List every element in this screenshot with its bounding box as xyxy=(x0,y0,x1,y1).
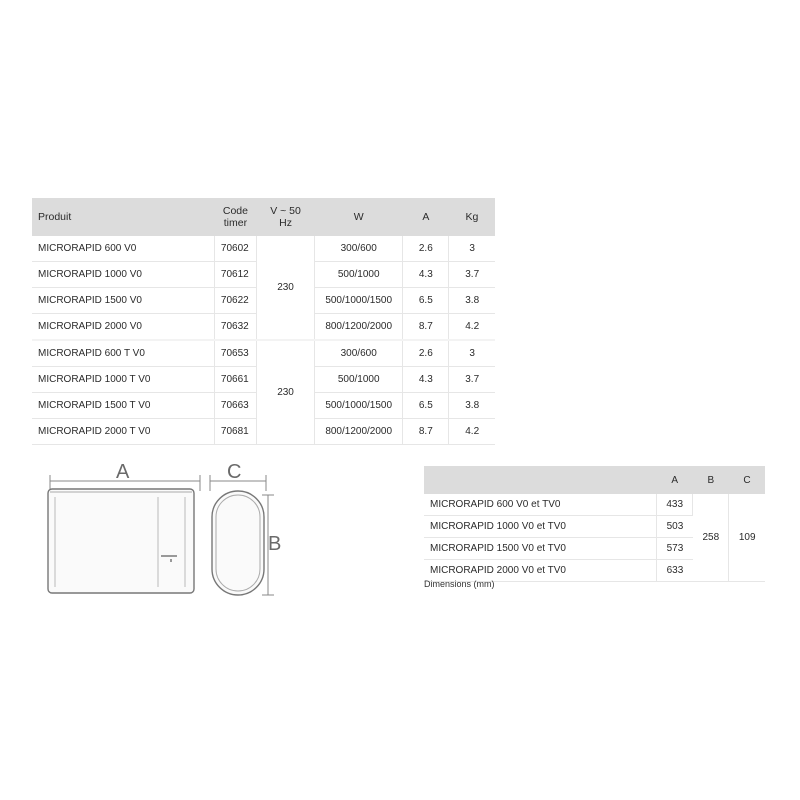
header-produit: Produit xyxy=(32,198,214,236)
cell-kg: 4.2 xyxy=(449,314,495,341)
spec-header-row xyxy=(32,198,495,236)
cell-w: 300/600 xyxy=(315,340,403,367)
cell-produit: MICRORAPID 600 V0 xyxy=(32,236,214,262)
dim-cell-a: 573 xyxy=(657,538,693,560)
cell-a: 4.3 xyxy=(403,367,449,393)
cell-a: 8.7 xyxy=(403,314,449,341)
cell-code: 70661 xyxy=(214,367,256,393)
label-c: C xyxy=(227,461,242,483)
cell-produit: MICRORAPID 2000 T V0 xyxy=(32,419,214,445)
heater-side-body xyxy=(212,491,264,595)
dim-header-row xyxy=(424,466,765,494)
cell-voltage: 230 xyxy=(256,340,314,445)
cell-produit: MICRORAPID 1500 T V0 xyxy=(32,393,214,419)
cell-produit: MICRORAPID 1500 V0 xyxy=(32,288,214,314)
cell-produit: MICRORAPID 1000 V0 xyxy=(32,262,214,288)
cell-kg: 3.8 xyxy=(449,288,495,314)
cell-kg: 3 xyxy=(449,236,495,262)
cell-w: 500/1000/1500 xyxy=(315,393,403,419)
cell-a: 4.3 xyxy=(403,262,449,288)
dim-cell-product: MICRORAPID 600 V0 et TV0 xyxy=(424,494,657,516)
dim-cell-product: MICRORAPID 1500 V0 et TV0 xyxy=(424,538,657,560)
header-a: A xyxy=(403,198,449,236)
cell-kg: 3.8 xyxy=(449,393,495,419)
dim-cell-c: 109 xyxy=(729,494,765,582)
cell-w: 500/1000 xyxy=(315,367,403,393)
cell-code: 70602 xyxy=(214,236,256,262)
cell-voltage: 230 xyxy=(256,236,314,340)
front-view xyxy=(48,461,200,593)
dim-header-product xyxy=(424,466,657,494)
heater-dimension-drawing xyxy=(30,455,280,605)
cell-code: 70612 xyxy=(214,262,256,288)
cell-a: 8.7 xyxy=(403,419,449,445)
cell-w: 500/1000 xyxy=(315,262,403,288)
cell-kg: 3.7 xyxy=(449,262,495,288)
table-row xyxy=(424,494,765,516)
cell-produit: MICRORAPID 2000 V0 xyxy=(32,314,214,341)
side-view xyxy=(210,461,274,595)
cell-code: 70622 xyxy=(214,288,256,314)
dim-cell-product: MICRORAPID 2000 V0 et TV0 xyxy=(424,560,657,582)
cell-kg: 4.2 xyxy=(449,419,495,445)
label-a: A xyxy=(116,461,130,483)
header-w: W xyxy=(315,198,403,236)
cell-a: 6.5 xyxy=(403,288,449,314)
table-row xyxy=(32,236,495,262)
header-code-timer xyxy=(214,198,256,236)
header-code-line2: timer xyxy=(223,217,248,229)
cell-code: 70663 xyxy=(214,393,256,419)
cell-produit: MICRORAPID 600 T V0 xyxy=(32,340,214,367)
dim-cell-a: 503 xyxy=(657,516,693,538)
cell-code: 70632 xyxy=(214,314,256,341)
cell-produit: MICRORAPID 1000 T V0 xyxy=(32,367,214,393)
spec-table xyxy=(32,198,495,445)
cell-kg: 3 xyxy=(449,340,495,367)
cell-code: 70653 xyxy=(214,340,256,367)
dim-cell-b: 258 xyxy=(693,494,729,582)
table-row xyxy=(32,340,495,367)
cell-kg: 3.7 xyxy=(449,367,495,393)
label-b: B xyxy=(268,533,282,555)
cell-code: 70681 xyxy=(214,419,256,445)
header-code-line1: Code xyxy=(222,205,248,217)
label-b-container xyxy=(266,528,296,558)
header-kg: Kg xyxy=(449,198,495,236)
dim-header-c: C xyxy=(729,466,765,494)
cell-a: 6.5 xyxy=(403,393,449,419)
heater-front-body xyxy=(48,489,194,593)
dim-cell-product: MICRORAPID 1000 V0 et TV0 xyxy=(424,516,657,538)
control-indicator xyxy=(161,555,177,557)
cell-w: 800/1200/2000 xyxy=(315,419,403,445)
dim-cell-a: 433 xyxy=(657,494,693,516)
dim-cell-a: 633 xyxy=(657,560,693,582)
cell-a: 2.6 xyxy=(403,236,449,262)
dim-header-b: B xyxy=(693,466,729,494)
cell-w: 500/1000/1500 xyxy=(315,288,403,314)
dim-header-a: A xyxy=(657,466,693,494)
cell-w: 300/600 xyxy=(315,236,403,262)
header-voltage: V ~ 50 Hz xyxy=(256,198,314,236)
cell-w: 800/1200/2000 xyxy=(315,314,403,341)
dimensions-table xyxy=(424,466,765,582)
dimensions-caption: Dimensions (mm) xyxy=(424,579,495,589)
cell-a: 2.6 xyxy=(403,340,449,367)
